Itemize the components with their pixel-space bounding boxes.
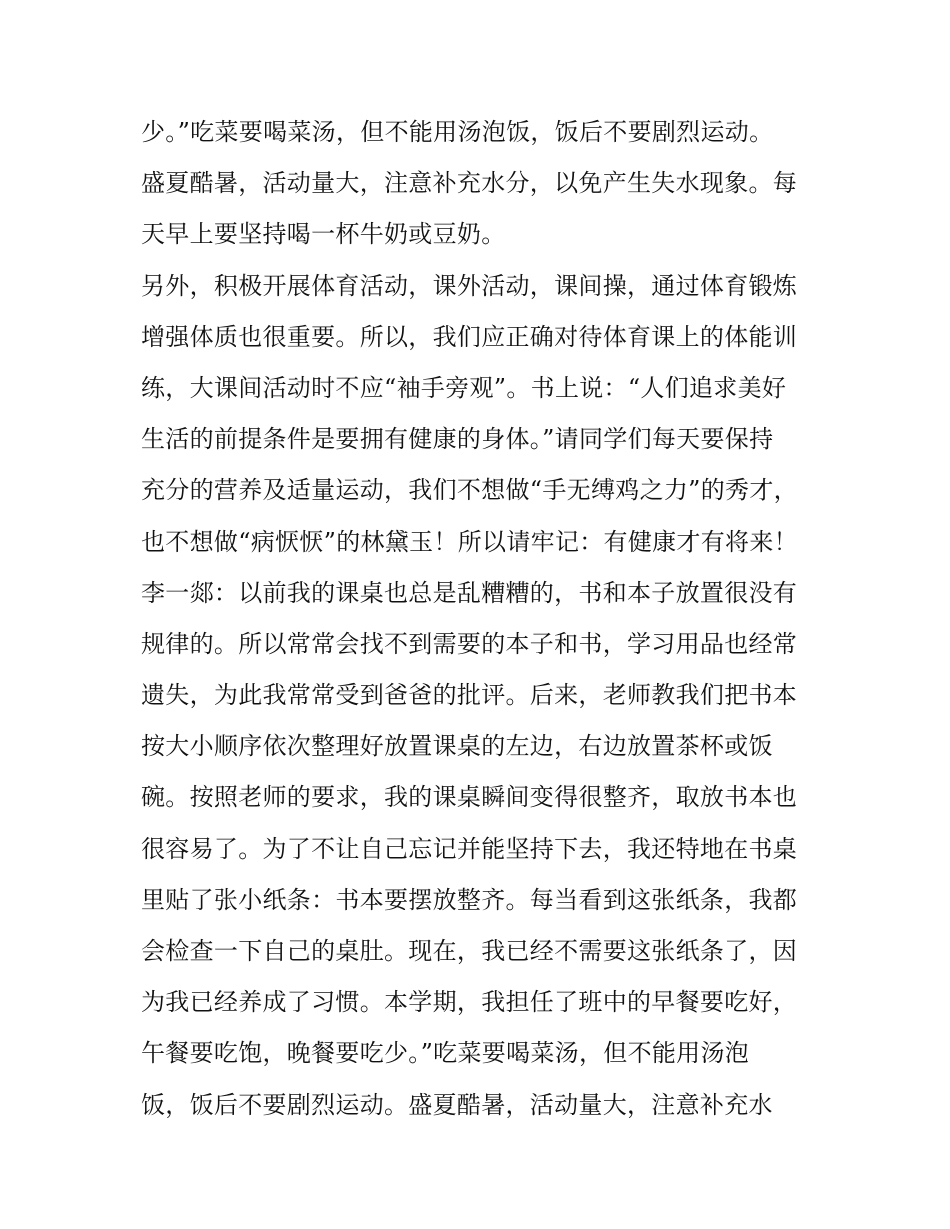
text-line: 练，大课间活动时不应“袖手旁观”。书上说：“人们追求美好: [141, 373, 787, 402]
text-line: 规律的。所以常常会找不到需要的本子和书，学习用品也经常: [141, 629, 798, 658]
text-line: 饭，饭后不要剧烈运动。盛夏酷暑，活动量大，注意补充水: [141, 1090, 773, 1119]
text-line: 按大小顺序依次整理好放置课桌的左边，右边放置茶杯或饭: [141, 732, 773, 761]
text-line: 充分的营养及适量运动，我们不想做“手无缚鸡之力”的秀才，: [141, 476, 798, 505]
text-line: 生活的前提条件是要拥有健康的身体。”请同学们每天要保持: [141, 425, 774, 454]
text-line: 李一郯：以前我的课桌也总是乱糟糟的，书和本子放置很没有: [141, 578, 798, 607]
text-line: 会检查一下自己的桌肚。现在，我已经不需要这张纸条了，因: [141, 937, 798, 965]
text-line: 里贴了张小纸条：书本要摆放整齐。每当看到这张纸条，我都: [141, 885, 798, 914]
text-line: 也不想做“病恹恹”的林黛玉！所以请牢记：有健康才有将来！: [141, 527, 798, 556]
body-text: [141, 107, 821, 1131]
text-line: 为我已经养成了习惯。本学期，我担任了班中的早餐要吃好，: [141, 988, 798, 1017]
text-line: 另外，积极开展体育活动，课外活动，课间操，通过体育锻炼: [141, 271, 798, 300]
text-line: 碗。按照老师的要求，我的课桌瞬间变得很整齐，取放书本也: [141, 783, 798, 812]
text-line: 少。”吃菜要喝菜汤，但不能用汤泡饭，饭后不要剧烈运动。: [141, 118, 774, 146]
text-line: 午餐要吃饱，晚餐要吃少。”吃菜要喝菜汤，但不能用汤泡: [141, 1039, 750, 1068]
text-line: 盛夏酷暑，活动量大，注意补充水分，以免产生失水现象。每: [141, 169, 798, 198]
text-line: 增强体质也很重要。所以，我们应正确对待体育课上的体能训: [141, 322, 798, 351]
text-line: 很容易了。为了不让自己忘记并能坚持下去，我还特地在书桌: [141, 834, 798, 863]
text-line: 遗失，为此我常常受到爸爸的批评。后来，老师教我们把书本: [141, 681, 798, 710]
text-line: 天早上要坚持喝一杯牛奶或豆奶。: [141, 220, 506, 249]
